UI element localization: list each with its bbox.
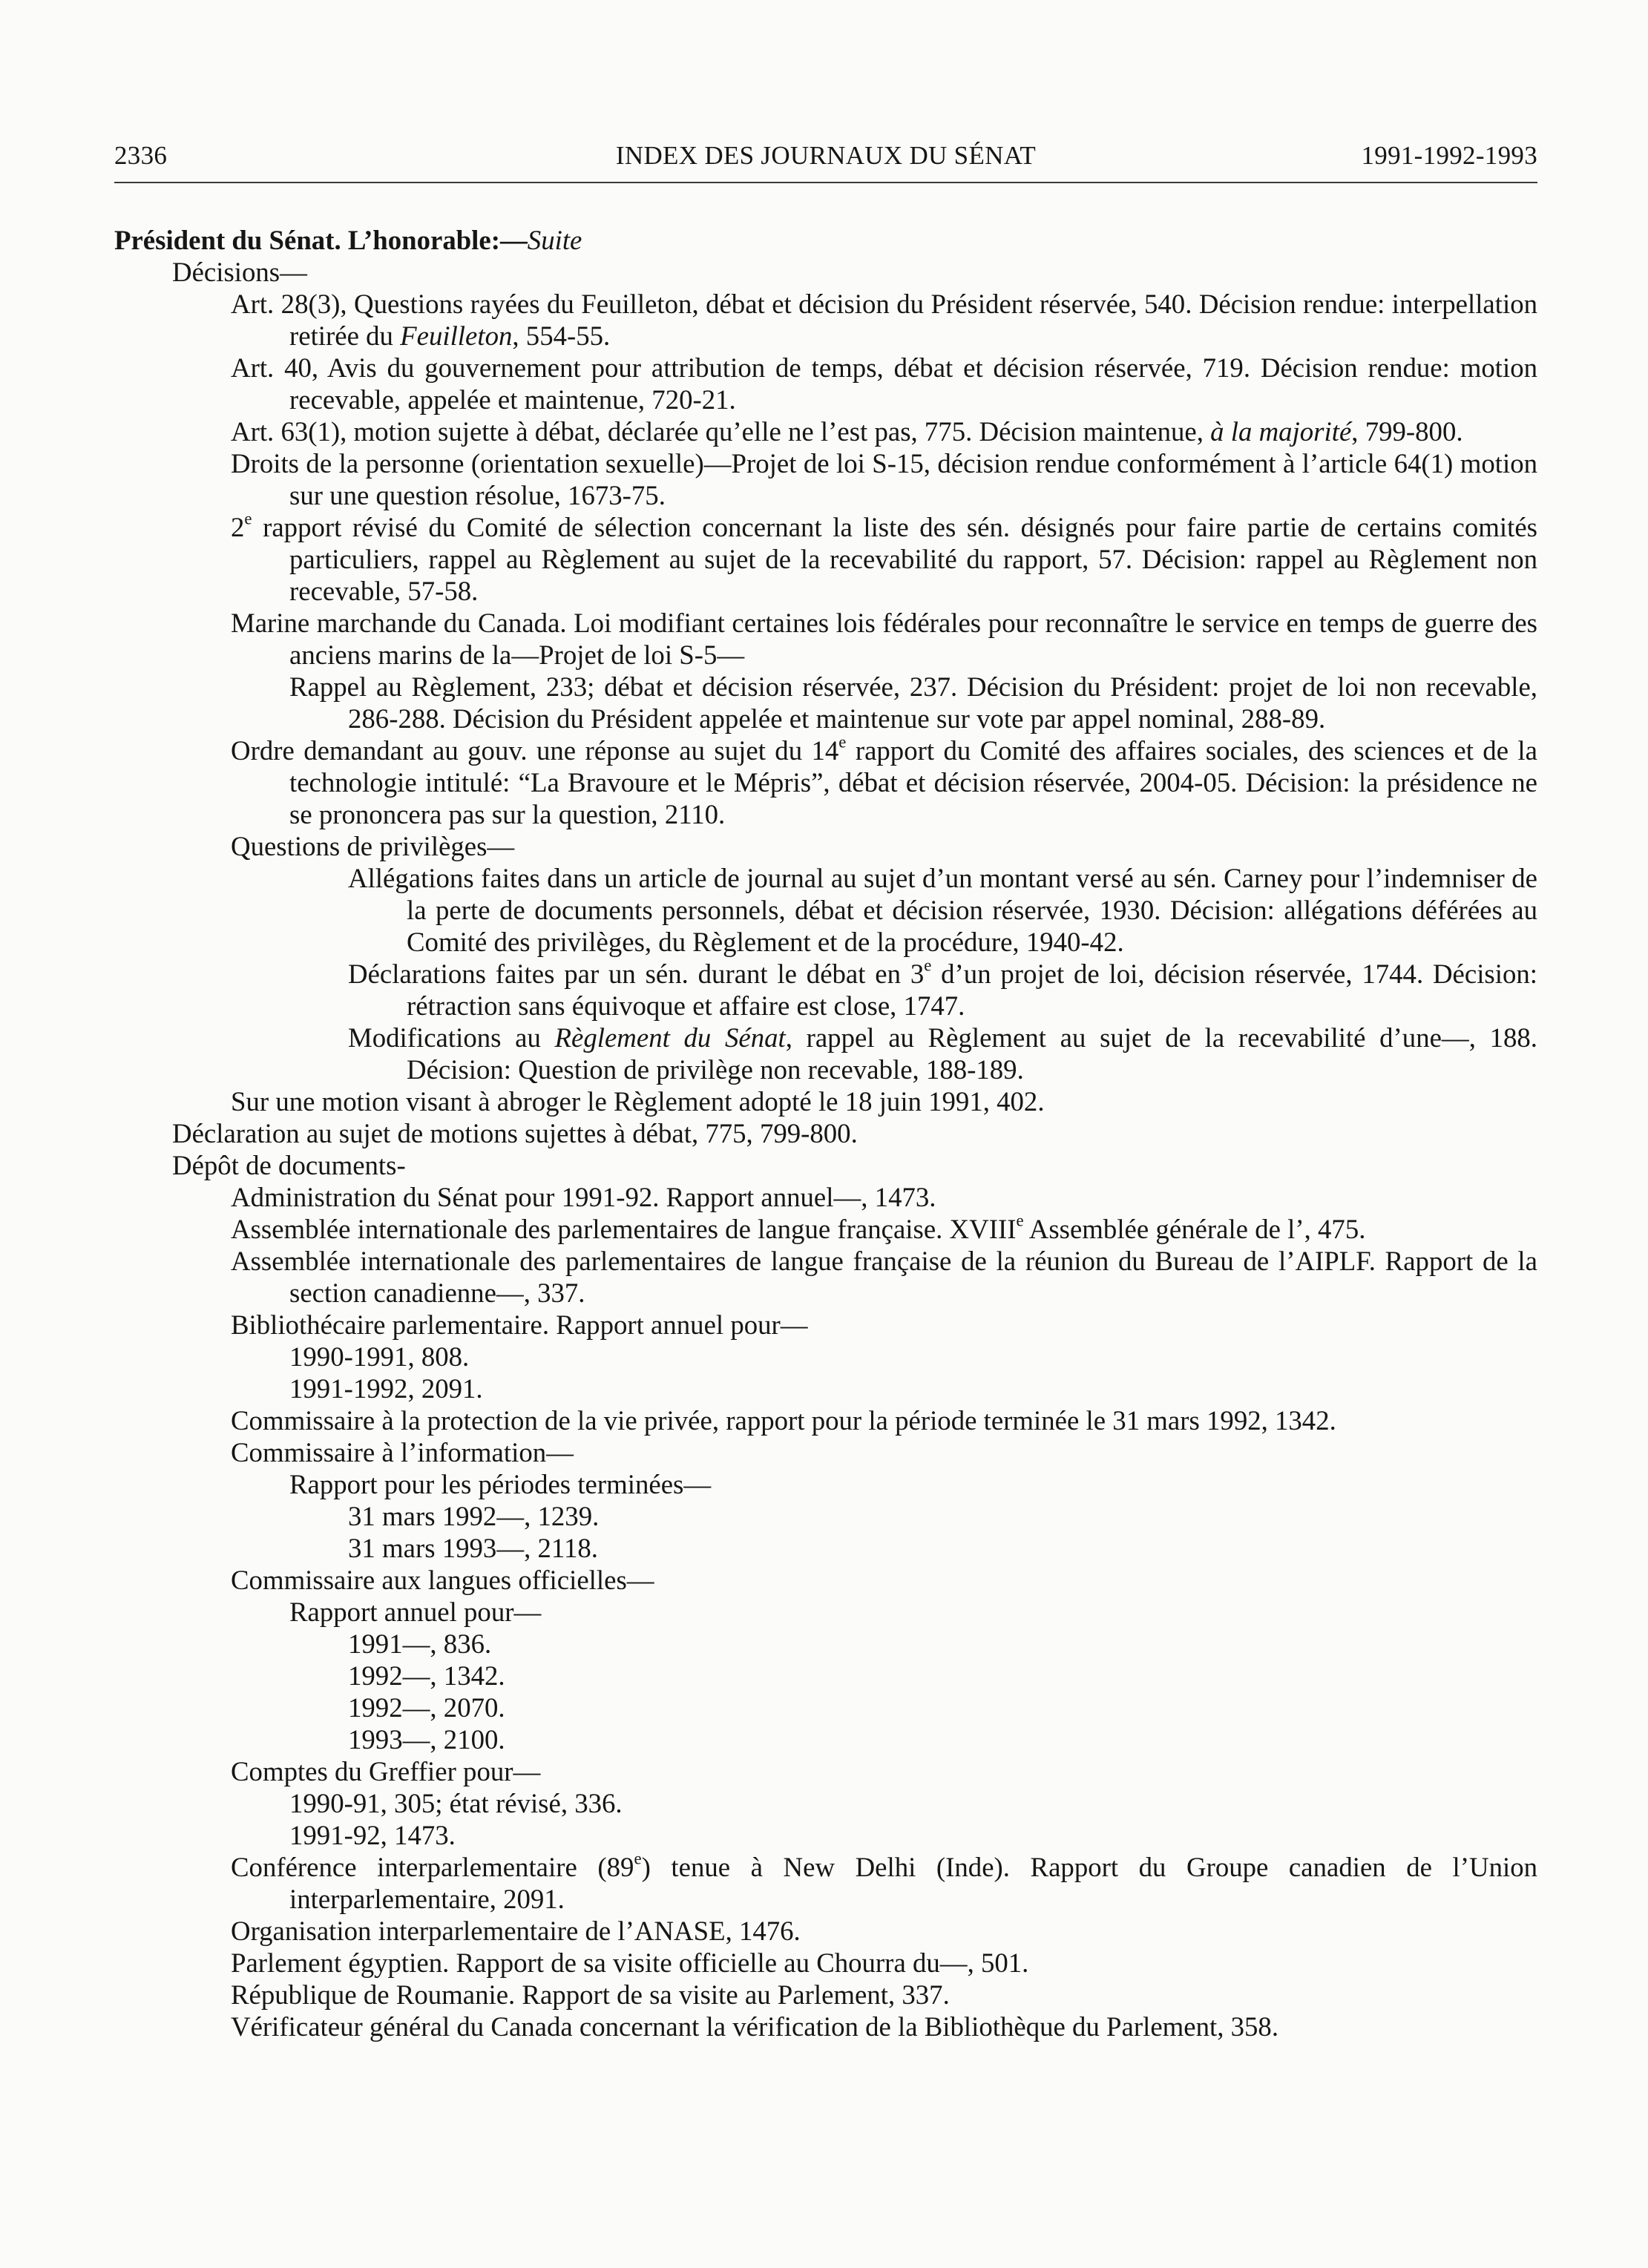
index-entry: 1991—, 836. <box>348 1628 492 1659</box>
index-entry: Art. 40, Avis du gouvernement pour attribution de temps, débat et décision réservée, 719. Décision rendue: motion recevable, appelée et maintenue, 720-21. <box>231 352 1537 415</box>
index-entry: Ordre demandant au gouv. une réponse au sujet du 14e rapport du Comité des affaires sociales, des sciences et de la technologie intitulé: “La Bravoure et le Mépris”, débat et décision réservée, 2004-05. Décision: la présidence ne se prononcera pas sur la question, 2110. <box>231 732 1537 829</box>
index-entry: Art. 28(3), Questions rayées du Feuilleton, débat et décision du Président réservée, 540. Décision rendue: interpellation retirée du Feuilleton, 554-55. <box>231 289 1537 351</box>
index-entry: Comptes du Greffier pour— <box>231 1756 541 1787</box>
page-number: 2336 <box>114 141 168 170</box>
index-subheading: Dépôt de documents- <box>172 1150 406 1180</box>
index-entry: Assemblée internationale des parlementaires de langue française de la réunion du Bureau de l’AIPLF. Rapport de la section canadienne—, 337. <box>231 1246 1537 1308</box>
heading-suite: Suite <box>527 225 582 255</box>
index-entry: Administration du Sénat pour 1991-92. Rapport annuel—, 1473. <box>231 1182 936 1212</box>
index-entry: 1993—, 2100. <box>348 1724 505 1755</box>
index-entry: 1992—, 2070. <box>348 1692 505 1723</box>
index-subheading: Déclaration au sujet de motions sujettes à débat, 775, 799-800. <box>172 1118 858 1148</box>
heading-text: Président du Sénat. L’honorable:— <box>114 225 528 255</box>
running-header <box>114 141 1537 183</box>
index-entry: Commissaire aux langues officielles— <box>231 1565 654 1595</box>
index-entry: Vérificateur général du Canada concernant la vérification de la Bibliothèque du Parlement, 358. <box>231 2011 1279 2042</box>
index-entry: 31 mars 1992—, 1239. <box>348 1501 600 1531</box>
running-title: INDEX DES JOURNAUX DU SÉNAT <box>615 141 1037 170</box>
index-entry: Conférence interparlementaire (89e) tenue à New Delhi (Inde). Rapport du Groupe canadien de l’Union interparlementaire, 2091. <box>231 1849 1537 1914</box>
index-entry: Marine marchande du Canada. Loi modifiant certaines lois fédérales pour reconnaître le service en temps de guerre des anciens marins de la—Projet de loi S-5— <box>231 608 1537 670</box>
index-entry: Art. 63(1), motion sujette à débat, déclarée qu’elle ne l’est pas, 775. Décision maintenue, à la majorité, 799-800. <box>231 416 1463 447</box>
header-rule <box>114 182 1537 183</box>
index-entry: Sur une motion visant à abroger le Règlement adopté le 18 juin 1991, 402. <box>231 1086 1045 1117</box>
index-entry: Allégations faites dans un article de journal au sujet d’un montant versé au sén. Carney pour l’indemniser de la perte de documents personnels, débat et décision réservée, 1930. Décision: allégations déférées au Comité des privilèges, du Règlement et de la procédure, 1940-42. <box>348 863 1537 957</box>
index-entry: Assemblée internationale des parlementaires de langue française. XVIIIe Assemblée générale de l’, 475. <box>231 1211 1366 1244</box>
index-entry: Déclarations faites par un sén. durant le débat en 3e d’un projet de loi, décision réservée, 1744. Décision: rétraction sans équivoque et affaire est close, 1747. <box>348 956 1537 1021</box>
index-subheading: Questions de privilèges— <box>231 831 515 861</box>
index-subheading: Décisions— <box>172 257 307 287</box>
index-entry: 31 mars 1993—, 2118. <box>348 1533 598 1563</box>
index-entry: 1990-91, 305; état révisé, 336. <box>289 1788 623 1818</box>
index-entry: Parlement égyptien. Rapport de sa visite officielle au Chourra du—, 501. <box>231 1947 1029 1978</box>
index-entry: Modifications au Règlement du Sénat, rappel au Règlement au sujet de la recevabilité d’une—, 188. Décision: Question de privilège non recevable, 188-189. <box>348 1022 1537 1085</box>
index-body <box>114 224 1537 2042</box>
index-entry: Organisation interparlementaire de l’ANASE, 1476. <box>231 1916 801 1946</box>
index-entry: Commissaire à l’information— <box>231 1437 574 1467</box>
index-entry: 1991-1992, 2091. <box>289 1373 483 1404</box>
index-entry: 1991-92, 1473. <box>289 1820 456 1850</box>
index-entry: Droits de la personne (orientation sexuelle)—Projet de loi S-15, décision rendue conformément à l’article 64(1) motion sur une question résolue, 1673-75. <box>231 448 1537 510</box>
index-entry: Rapport annuel pour— <box>289 1597 542 1627</box>
index-entry: Bibliothécaire parlementaire. Rapport annuel pour— <box>231 1309 808 1340</box>
index-heading <box>114 224 1537 256</box>
index-entry: Rapport pour les périodes terminées— <box>289 1469 712 1499</box>
index-entry: Rappel au Règlement, 233; débat et décision réservée, 237. Décision du Président: projet de loi non recevable, 286-288. Décision du Président appelée et maintenue sur vote par appel nominal, 288-89. <box>289 671 1537 734</box>
index-entry: Commissaire à la protection de la vie privée, rapport pour la période terminée le 31 mars 1992, 1342. <box>231 1405 1336 1436</box>
index-entry: 1992—, 1342. <box>348 1660 505 1691</box>
session-years: 1991-1992-1993 <box>1361 141 1537 170</box>
index-entry: 1990-1991, 808. <box>289 1341 470 1372</box>
index-entry: 2e rapport révisé du Comité de sélection concernant la liste des sén. désignés pour faire partie de certains comités particuliers, rappel au Règlement au sujet de la recevabilité du rapport, 57. Décision: rappel au Règlement non recevable, 57-58. <box>231 509 1537 606</box>
index-entry: République de Roumanie. Rapport de sa visite au Parlement, 337. <box>231 1979 950 2010</box>
